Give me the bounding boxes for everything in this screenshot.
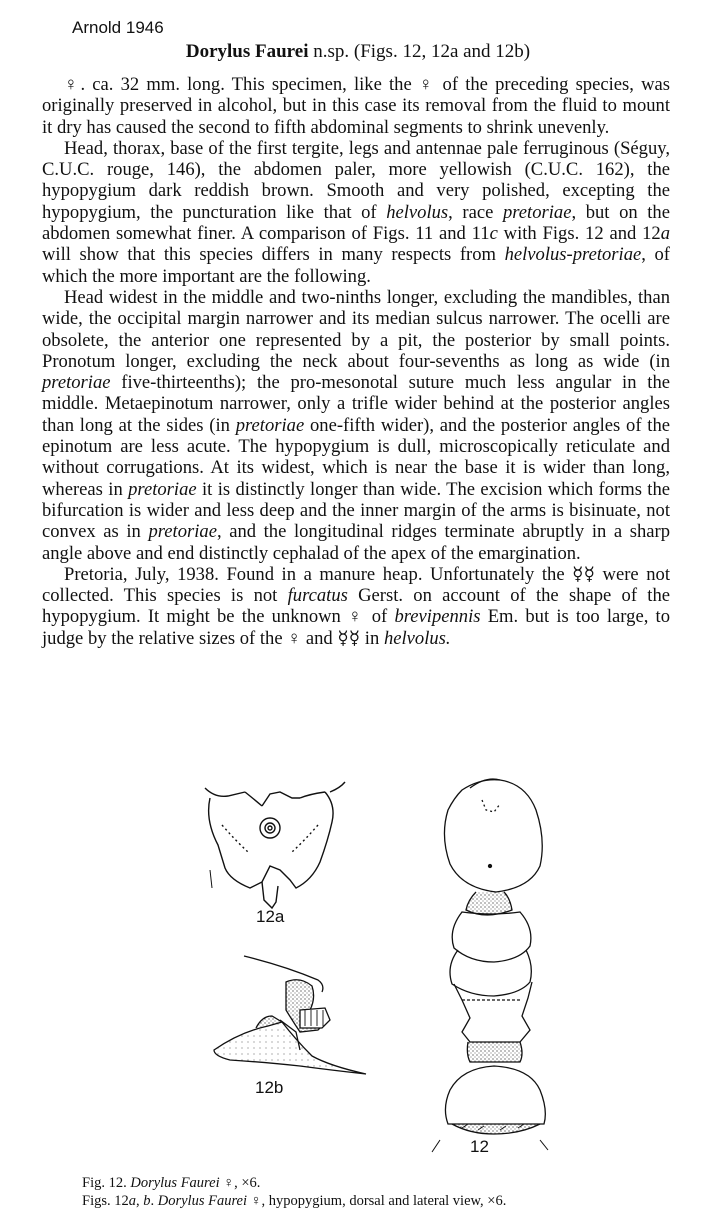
- p4-helvolus: helvolus.: [383, 627, 451, 649]
- p3-text-a: Head widest in the middle and two-ninths longer, excluding the mandibles, than wide, the occipital margin narrower and its median sulcus narrower. The ocelli are obsolete, the anterior one represented by a pit, the posterior by small points. Pronotum longer, excluding the neck about four-sevenths as long as wide (in: [42, 286, 670, 372]
- p3-pretoriae-3: pretoriae: [128, 478, 197, 500]
- figure-label-12b: 12b: [255, 1078, 284, 1097]
- p3-text-d: it is distinctly longer than wide. The excision which forms the bifurcation is wider and less deep and the inner margin of the arms is bisinuate, not convex as in: [42, 478, 671, 543]
- figure-12-specimen-dorsal: [432, 779, 548, 1152]
- p3-pretoriae-1: pretoriae: [42, 372, 111, 394]
- caption-2-dot: .: [150, 1193, 158, 1209]
- paragraph-4: [42, 564, 670, 649]
- p2-fig-12a: a: [660, 223, 670, 245]
- caption-2-mid: ,: [136, 1193, 144, 1209]
- p2-text-a: Head, thorax, base of the first tergite, legs and antennae pale ferruginous (Séguy, C.U.C. rouge, 146), the abdomen paler, more yellowish (C.U.C. 162), the hypopygium dark reddish brown. Smooth and very polished, excepting the hypopygium, the puncturation like that of: [42, 137, 670, 223]
- paragraph-2: [42, 138, 670, 287]
- species-name: Dorylus Faurei: [185, 41, 309, 62]
- p2-helvolus-pretoriae: helvolus-pretoriae: [504, 244, 642, 266]
- caption-figs-12ab: [82, 1192, 682, 1210]
- p3-text-e: , and the longitudinal ridges terminate abruptly in a sharp angle above and end distinctly cephalad of the apex of the emargination.: [42, 521, 670, 564]
- p3-text-c: one-fifth wider), and the posterior angles of the epinotum are less acute. The hypopygium is dull, microscopically reticulate and without corrugations. At its widest, which is near the base it is wider than long, whereas in: [42, 414, 671, 500]
- species-heading-rest: n.sp. (Figs. 12, 12a and 12b): [308, 41, 531, 62]
- p2-text-d: with Figs. 12 and 12: [497, 223, 661, 245]
- figure-captions: [82, 1174, 682, 1210]
- p2-fig-11c: c: [489, 223, 498, 245]
- p3-pretoriae-4: pretoriae: [148, 521, 217, 543]
- p4-brevipennis: brevipennis: [394, 606, 481, 628]
- p4-text-c: Em. but is too large, to judge by the relative sizes of the ♀ and ☿☿ in: [42, 606, 671, 649]
- figure-plate: [0, 770, 716, 1170]
- paragraph-3: [42, 287, 670, 564]
- caption-fig-12: [82, 1174, 682, 1192]
- caption-1-rest: ♀, ×6.: [219, 1175, 261, 1191]
- p2-text-c: , but on the abdomen somewhat finer. A comparison of Figs. 11 and 11: [42, 201, 670, 245]
- p2-text-b: , race: [448, 201, 503, 223]
- caption-1-species: Dorylus Faurei: [130, 1175, 220, 1191]
- p3-text-b: five-thirteenths); the pro-mesonotal suture much less angular in the middle. Metaepinotum narrower, only a trifle wider behind at the posterior angles than long at the sides (in: [42, 372, 670, 436]
- figure-label-12: 12: [470, 1137, 489, 1156]
- p2-helvolus: helvolus: [386, 201, 449, 223]
- caption-2-b: b: [143, 1193, 151, 1209]
- figure-12a-hypopygium-dorsal: [205, 782, 345, 908]
- paragraph-1: ♀. ca. 32 mm. long. This specimen, like the ♀ of the preceding species, was originally preserved in alcohol, but in this case its removal from the fluid to mount it dry has caused the second to fifth abdominal segments to shrink unevenly.: [42, 74, 670, 138]
- caption-2-species: Dorylus Faurei: [157, 1193, 248, 1209]
- p4-furcatus: furcatus: [287, 585, 348, 607]
- caption-2-rest: ♀, hypopygium, dorsal and lateral view, ×6.: [247, 1193, 507, 1209]
- author-year: Arnold 1946: [72, 18, 164, 37]
- figure-label-12a: 12a: [256, 907, 285, 926]
- caption-2-prefix: Figs. 12: [82, 1193, 129, 1209]
- p3-pretoriae-2: pretoriae: [235, 414, 305, 436]
- caption-1-prefix: Fig. 12.: [82, 1175, 131, 1191]
- p2-text-e: will show that this species differs in many respects from: [42, 244, 505, 266]
- species-heading: [0, 41, 716, 63]
- figure-12b-hypopygium-lateral: [214, 956, 366, 1074]
- p4-text-b: Gerst. on account of the shape of the hypopygium. It might be the unknown ♀ of: [42, 585, 670, 628]
- p2-pretoriae: pretoriae: [502, 201, 572, 223]
- p4-text-a: Pretoria, July, 1938. Found in a manure heap. Unfortunately the ☿☿ were not collected. This species is not: [42, 563, 670, 607]
- description-body: [42, 74, 670, 649]
- p2-text-f: , of which the more important are the following.: [42, 244, 670, 287]
- caption-2-a: a: [128, 1193, 136, 1209]
